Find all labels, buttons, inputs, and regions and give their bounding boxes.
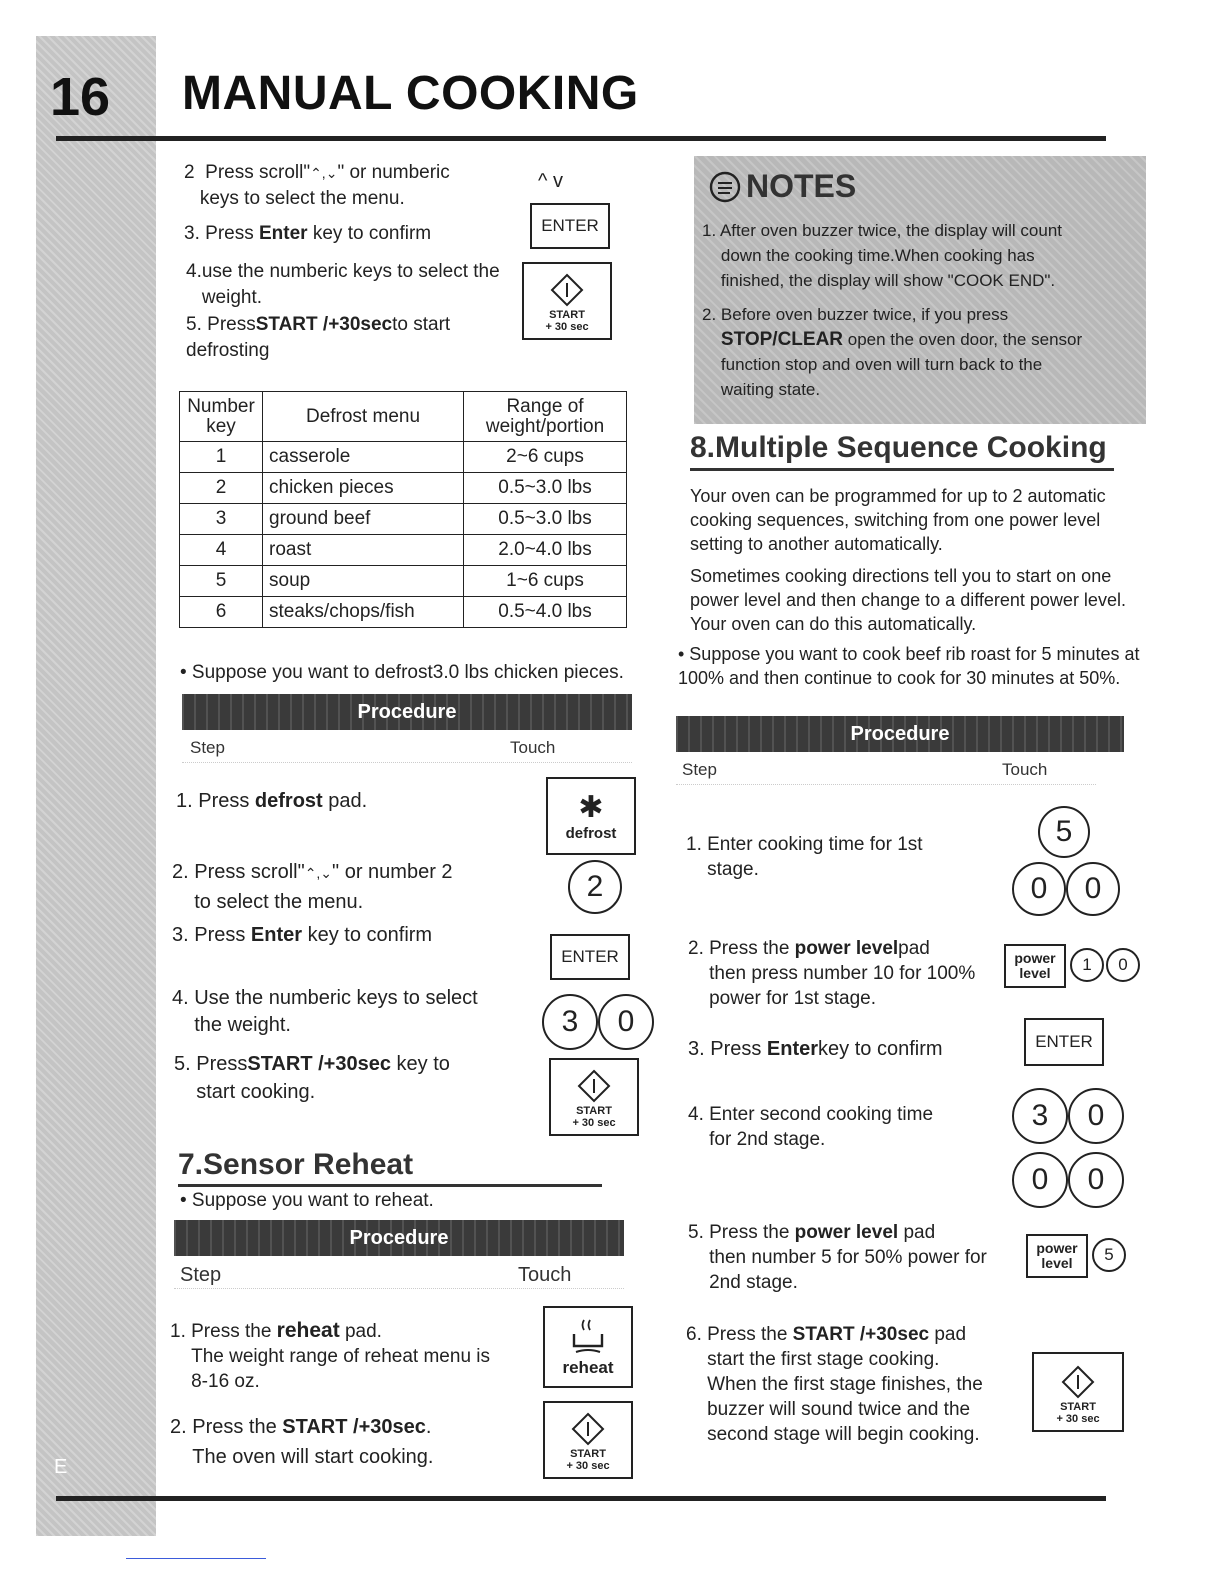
multi-step-2: 2. Press the power levelpad then press number 10 for 100% power for 1st stage. — [688, 938, 976, 1009]
number-0-key: 0 — [1012, 862, 1066, 916]
section-title-sensor-reheat: 7.Sensor Reheat — [178, 1146, 602, 1187]
power-level-key: power level — [1026, 1234, 1088, 1278]
notes-icon — [708, 170, 742, 204]
reheat-key: reheat — [543, 1306, 633, 1388]
start-diamond-icon — [571, 1412, 605, 1446]
proc-defrost-step-3: 3. Press Enter key to confirm — [172, 924, 433, 946]
power-level-key: power level — [1004, 944, 1066, 988]
snowflake-icon: ✱ — [578, 790, 604, 824]
defrost-step-2: 2 Press scroll"⌃,⌄" or numberic keys to select the menu. — [184, 162, 450, 209]
start-diamond-icon — [550, 273, 584, 307]
number-5-key: 5 — [1092, 1238, 1126, 1272]
step-touch-header: Step Touch — [182, 738, 632, 763]
section-title-multi-seq: 8.Multiple Sequence Cooking — [690, 428, 1114, 471]
multi-seq-para-1: Your oven can be programmed for up to 2 automatic cooking sequences, switching from one power level setting to another automatically. — [690, 486, 1106, 554]
procedure-bar-reheat: Procedure — [174, 1220, 624, 1256]
number-0-key: 0 — [1012, 1152, 1068, 1208]
language-label: E — [54, 1456, 68, 1478]
number-3-key: 3 — [1012, 1088, 1068, 1144]
page-title: MANUAL COOKING — [182, 67, 639, 120]
number-2-key: 2 — [568, 860, 622, 914]
number-1-key: 1 — [1070, 948, 1104, 982]
table-cell: 2~6 cups — [464, 442, 627, 473]
enter-key-2: ENTER — [550, 934, 630, 980]
note-2: 2. Before oven buzzer twice, if you press STOP/CLEAR open the oven door, the sensor function stop and oven will turn back to the waiting state. — [702, 305, 1083, 399]
table-cell: soup — [263, 566, 464, 597]
enter-key-3: ENTER — [1024, 1018, 1104, 1066]
multi-step-1: 1. Enter cooking time for 1st stage. — [686, 834, 923, 880]
suppose-defrost: • Suppose you want to defrost3.0 lbs chicken pieces. — [180, 662, 624, 683]
number-0-key: 0 — [1068, 1088, 1124, 1144]
procedure-bar-defrost: Procedure — [182, 694, 632, 730]
start-key-3: START + 30 sec — [543, 1401, 633, 1479]
table-cell: 5 — [180, 566, 263, 597]
number-0-key: 0 — [1066, 862, 1120, 916]
step-touch-header: Step Touch — [174, 1264, 624, 1289]
reheat-bowl-icon — [568, 1316, 608, 1358]
start-key: START + 30 sec — [522, 262, 612, 340]
defrost-table — [179, 391, 627, 628]
table-cell: 2 — [180, 473, 263, 504]
reheat-step-1: 1. Press the reheat pad. The weight range of reheat menu is 8-16 oz. — [170, 1319, 491, 1392]
table-header: Defrost menu — [263, 392, 464, 442]
proc-defrost-step-5: 5. PressSTART /+30sec key to start cooking. — [174, 1053, 450, 1103]
start-diamond-icon — [577, 1069, 611, 1103]
table-cell: roast — [263, 535, 464, 566]
defrost-step-5: 5. PressSTART /+30secto start defrosting — [186, 314, 451, 361]
procedure-bar-multi: Procedure — [676, 716, 1124, 752]
enter-key: ENTER — [530, 203, 610, 249]
proc-defrost-step-1: 1. Press defrost pad. — [176, 790, 368, 812]
footer-rule — [56, 1496, 1106, 1501]
table-cell: casserole — [263, 442, 464, 473]
suppose-reheat: • Suppose you want to reheat. — [180, 1190, 434, 1211]
proc-defrost-step-2: 2. Press scroll"⌃,⌄" or number 2 to select the menu. — [172, 861, 453, 913]
table-cell: ground beef — [263, 504, 464, 535]
table-cell: chicken pieces — [263, 473, 464, 504]
step-touch-header: Step Touch — [676, 760, 1096, 785]
table-cell: 1 — [180, 442, 263, 473]
number-0-key: 0 — [1106, 948, 1140, 982]
multi-seq-para-2: Sometimes cooking directions tell you to start on one power level and then change to a different power level. Your oven can do this automatically. — [690, 566, 1126, 634]
table-header: Number key — [180, 392, 263, 442]
table-row — [180, 535, 627, 566]
page-number: 16 — [50, 67, 111, 127]
start-diamond-icon — [1061, 1365, 1095, 1399]
number-5-key: 5 — [1038, 806, 1090, 858]
footer-link-underline — [126, 1558, 266, 1559]
notes-header: NOTES — [708, 168, 856, 205]
proc-defrost-step-4: 4. Use the numberic keys to select the weight. — [172, 987, 478, 1036]
table-row — [180, 473, 627, 504]
multi-step-4: 4. Enter second cooking time for 2nd stage. — [688, 1104, 934, 1150]
reheat-step-2: 2. Press the START /+30sec. The oven will start cooking. — [170, 1416, 434, 1468]
number-0-key: 0 — [1068, 1152, 1124, 1208]
side-tab — [36, 36, 156, 1536]
multi-step-6: 6. Press the START /+30sec pad start the first stage cooking. When the first stage finishes, the buzzer will sound twice and the second stage will begin cooking. — [686, 1324, 983, 1445]
defrost-step-3: 3. Press Enter key to confirm — [184, 223, 432, 244]
table-row — [180, 566, 627, 597]
table-cell: 3 — [180, 504, 263, 535]
number-0-key: 0 — [598, 994, 654, 1050]
scroll-keys-icon: ^ v — [538, 170, 563, 192]
start-key-2: START + 30 sec — [549, 1058, 639, 1136]
table-cell: 0.5~4.0 lbs — [464, 597, 627, 628]
table-row — [180, 597, 627, 628]
multi-step-5: 5. Press the power level pad then number 5 for 50% power for 2nd stage. — [688, 1222, 987, 1293]
defrost-step-4: 4.use the numberic keys to select the weight. — [186, 261, 500, 308]
notes-box — [694, 156, 1146, 424]
table-row — [180, 504, 627, 535]
table-cell: 0.5~3.0 lbs — [464, 504, 627, 535]
table-row — [180, 442, 627, 473]
header-rule — [56, 136, 1106, 141]
multi-seq-suppose: • Suppose you want to cook beef rib roast for 5 minutes at 100% and then continue to cook for 30 minutes at 50%. — [678, 644, 1140, 688]
defrost-key: ✱ defrost — [546, 777, 636, 855]
table-cell: 6 — [180, 597, 263, 628]
multi-step-3: 3. Press Enterkey to confirm — [688, 1038, 943, 1060]
number-3-key: 3 — [542, 994, 598, 1050]
table-header: Range of weight/portion — [464, 392, 627, 442]
start-key-4: START + 30 sec — [1032, 1352, 1124, 1432]
table-cell: 4 — [180, 535, 263, 566]
table-cell: steaks/chops/fish — [263, 597, 464, 628]
table-cell: 1~6 cups — [464, 566, 627, 597]
table-cell: 2.0~4.0 lbs — [464, 535, 627, 566]
table-cell: 0.5~3.0 lbs — [464, 473, 627, 504]
note-1: 1. After oven buzzer twice, the display will count down the cooking time.When cooking has finished, the display will show "COOK END". — [702, 221, 1063, 290]
